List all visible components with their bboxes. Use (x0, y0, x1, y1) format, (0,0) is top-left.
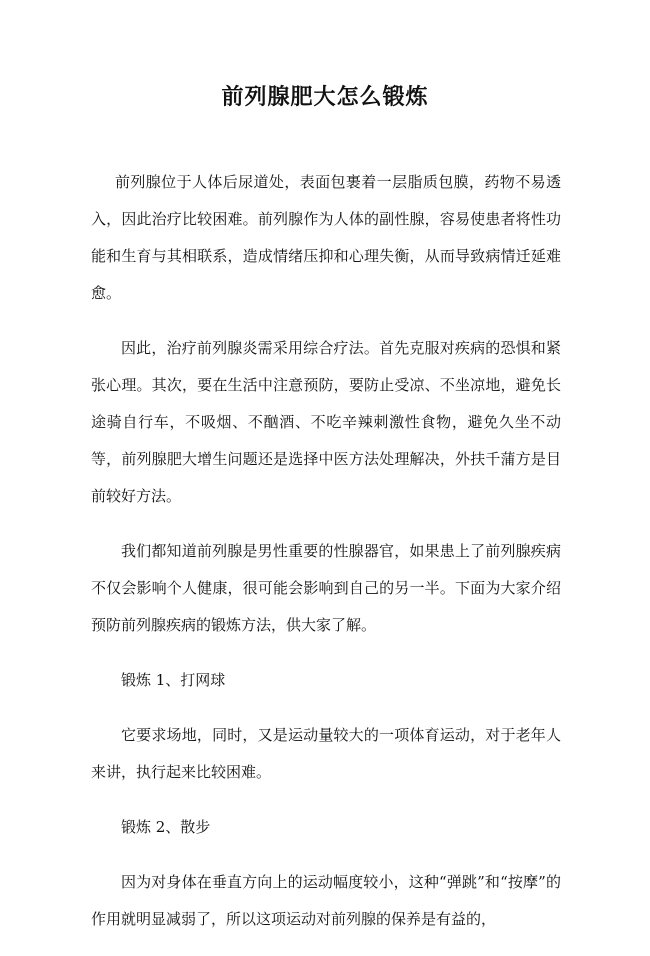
exercise-1-heading: 锻炼 1、打网球 (121, 671, 226, 689)
paragraph-treatment: 因此，治疗前列腺炎需采用综合疗法。首先克服对疾病的恐惧和紧张心理。其次，要在生活中注意预防，要防止受凉、不坐凉地，避免长途骑自行车，不吸烟、不酗酒、不吃辛辣刺激性食物，避免久坐不动等，前列腺肥大增生问题还是选择中医方法处理解决，外扶千蒲方是目前较好方法。 (91, 339, 561, 505)
document-body (91, 164, 561, 956)
document-title: 前列腺肥大怎么锻炼 (221, 84, 429, 110)
paragraph-overview: 我们都知道前列腺是男性重要的性腺器官，如果患上了前列腺疾病不仅会影响个人健康，很可能会影响到自己的另一半。下面为大家介绍预防前列腺疾病的锻炼方法，供大家了解。 (91, 542, 561, 634)
exercise-2-text: 因为对身体在垂直方向上的运动幅度较小，这种“弹跳”和“按摩”的作用就明显减弱了，所以这项运动对前列腺的保养是有益的， (91, 873, 561, 928)
exercise-2-heading: 锻炼 2、散步 (121, 818, 211, 836)
exercise-1-text: 它要求场地，同时，又是运动量较大的一项体育运动，对于老年人来讲，执行起来比较困难。 (91, 726, 561, 781)
paragraph-intro: 前列腺位于人体后尿道处，表面包裹着一层脂质包膜，药物不易透入，因此治疗比较困难。前列腺作为人体的副性腺，容易使患者将性功能和生育与其相联系，造成情绪压抑和心理失衡，从而导致病情迁延难愈。 (91, 173, 561, 302)
